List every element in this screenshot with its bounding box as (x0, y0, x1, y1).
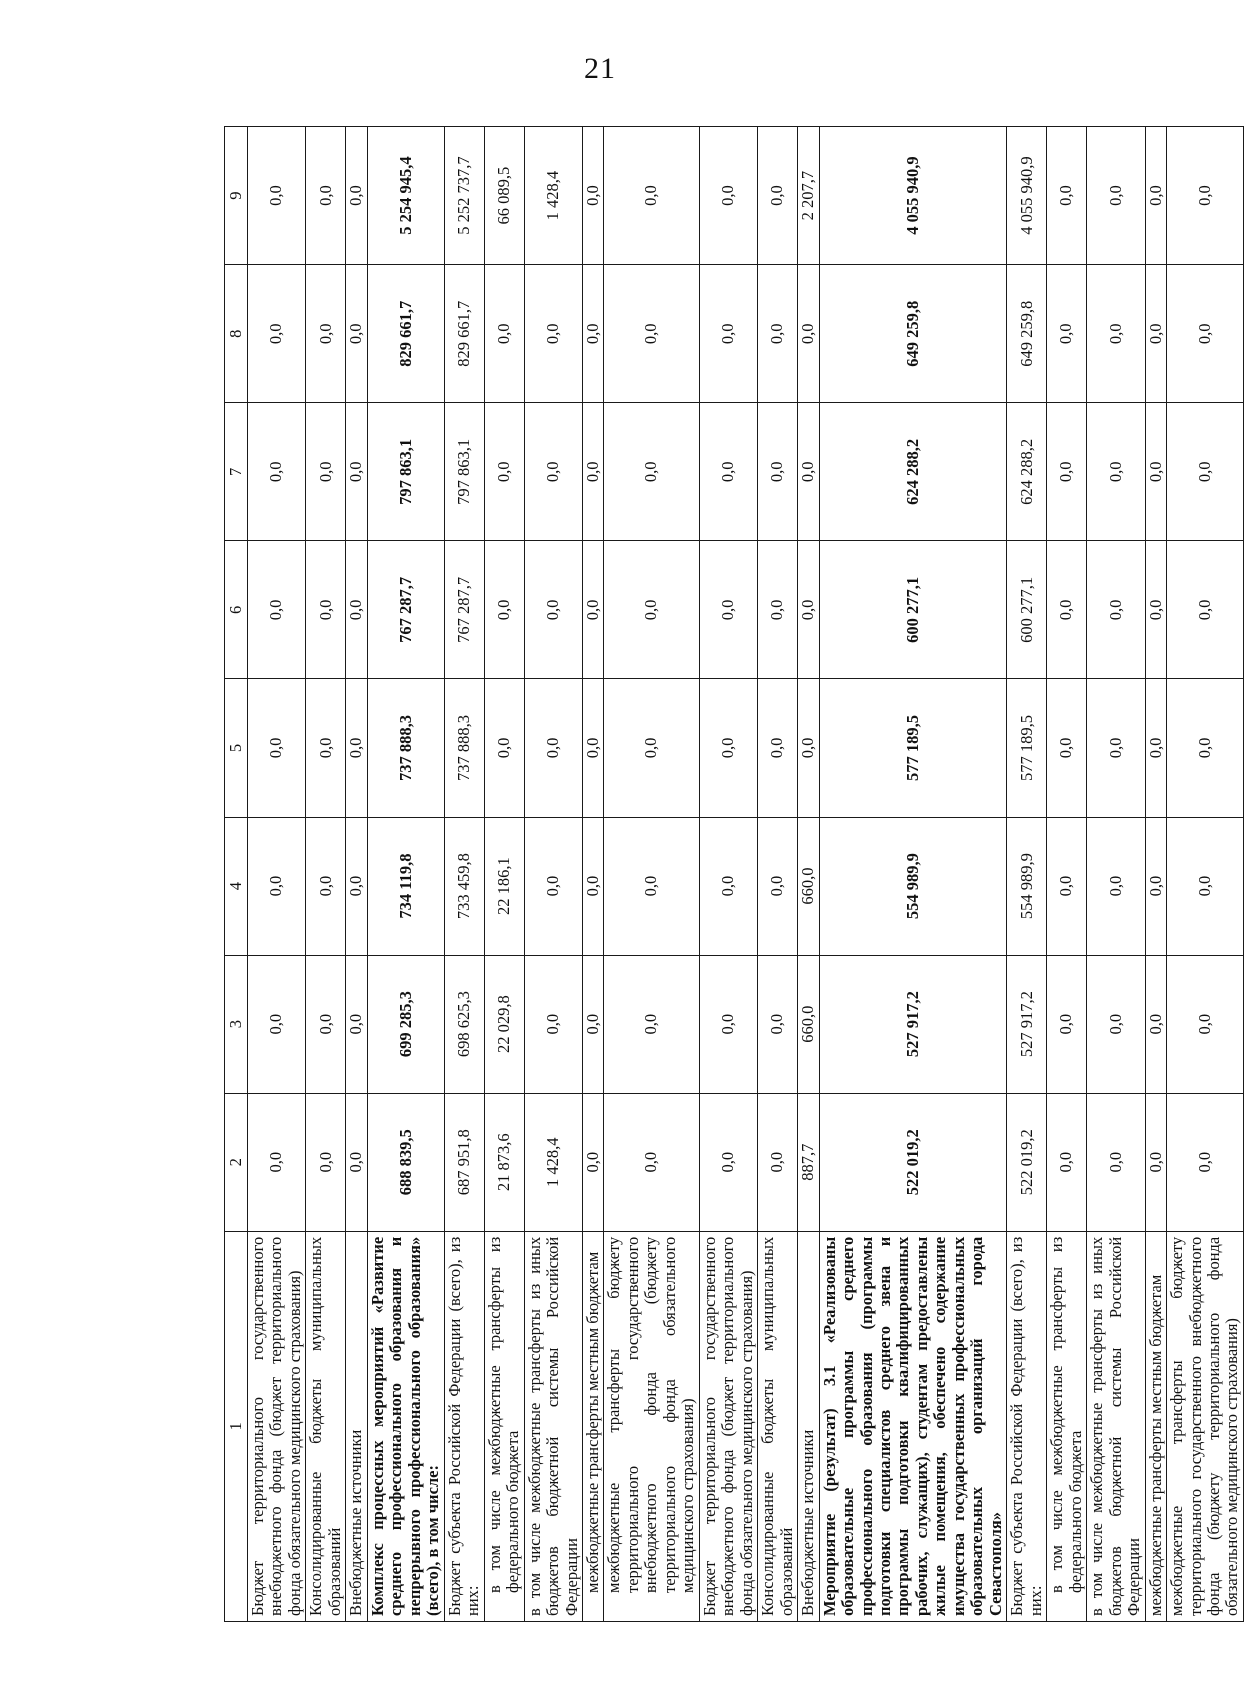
row-value-col-7: 0,0 (484, 403, 524, 541)
row-value-col-8: 0,0 (524, 265, 582, 403)
row-value-col-9: 0,0 (604, 127, 699, 265)
table-row (1167, 127, 1244, 1622)
budget-table (224, 126, 1244, 1622)
row-value-col-9: 0,0 (699, 127, 757, 265)
table-row (819, 127, 1007, 1622)
row-value-col-7: 0,0 (248, 403, 306, 541)
row-value-col-6: 0,0 (798, 541, 819, 679)
row-value-col-3: 0,0 (1145, 955, 1166, 1093)
row-value-col-3: 0,0 (604, 955, 699, 1093)
row-label: Комплекс процессных мероприятий «Развитие среднего профессионального образования и непрерывного профессионального образования» (всего), в том числе: (367, 1231, 444, 1621)
row-value-col-2: 0,0 (1145, 1093, 1166, 1231)
row-value-col-6: 0,0 (1145, 541, 1166, 679)
table-row (582, 127, 603, 1622)
row-value-col-3: 0,0 (699, 955, 757, 1093)
row-value-col-5: 0,0 (699, 679, 757, 817)
table-row (367, 127, 444, 1622)
row-value-col-5: 0,0 (1167, 679, 1244, 817)
header-col-5: 5 (225, 679, 248, 817)
rotated-table-container (224, 126, 1242, 1622)
row-value-col-4: 0,0 (306, 817, 346, 955)
row-value-col-9: 1 428,4 (524, 127, 582, 265)
table-row (306, 127, 346, 1622)
row-value-col-4: 0,0 (1087, 817, 1145, 955)
row-value-col-4: 0,0 (524, 817, 582, 955)
row-label: в том числе межбюджетные трансферты из иных бюджетов бюджетной системы Российской Федерации (1087, 1231, 1145, 1621)
row-value-col-4: 733 459,8 (444, 817, 484, 955)
row-value-col-7: 624 288,2 (1007, 403, 1047, 541)
table-body (248, 127, 1244, 1622)
row-value-col-5: 0,0 (604, 679, 699, 817)
row-value-col-4: 0,0 (758, 817, 798, 955)
row-value-col-7: 0,0 (524, 403, 582, 541)
row-value-col-3: 527 917,2 (1007, 955, 1047, 1093)
row-value-col-8: 0,0 (484, 265, 524, 403)
row-label: межбюджетные трансферты местным бюджетам (1145, 1231, 1166, 1621)
row-value-col-5: 0,0 (798, 679, 819, 817)
row-value-col-4: 22 186,1 (484, 817, 524, 955)
header-col-6: 6 (225, 541, 248, 679)
header-col-2: 2 (225, 1093, 248, 1231)
row-value-col-7: 797 863,1 (444, 403, 484, 541)
row-value-col-7: 0,0 (798, 403, 819, 541)
row-value-col-8: 0,0 (1145, 265, 1166, 403)
row-value-col-5: 0,0 (484, 679, 524, 817)
row-value-col-9: 5 252 737,7 (444, 127, 484, 265)
row-value-col-8: 0,0 (1047, 265, 1087, 403)
row-label: Консолидированные бюджеты муниципальных образований (306, 1231, 346, 1621)
row-value-col-2: 0,0 (1047, 1093, 1087, 1231)
row-value-col-9: 0,0 (1167, 127, 1244, 265)
row-value-col-7: 0,0 (582, 403, 603, 541)
row-value-col-2: 0,0 (306, 1093, 346, 1231)
row-value-col-4: 734 119,8 (367, 817, 444, 955)
row-value-col-7: 624 288,2 (819, 403, 1007, 541)
row-value-col-7: 0,0 (1145, 403, 1166, 541)
row-value-col-5: 0,0 (306, 679, 346, 817)
table-row (758, 127, 798, 1622)
table-row (1087, 127, 1145, 1622)
row-value-col-5: 577 189,5 (1007, 679, 1047, 817)
row-value-col-5: 0,0 (758, 679, 798, 817)
row-value-col-4: 0,0 (699, 817, 757, 955)
row-value-col-2: 522 019,2 (819, 1093, 1007, 1231)
row-label: в том числе межбюджетные трансферты из иных бюджетов бюджетной системы Российской Федерации (524, 1231, 582, 1621)
row-value-col-5: 0,0 (582, 679, 603, 817)
table-row (248, 127, 306, 1622)
row-label: межбюджетные трансферты местным бюджетам (582, 1231, 603, 1621)
row-value-col-7: 797 863,1 (367, 403, 444, 541)
row-value-col-7: 0,0 (1087, 403, 1145, 541)
row-value-col-2: 522 019,2 (1007, 1093, 1047, 1231)
row-value-col-3: 660,0 (798, 955, 819, 1093)
row-value-col-4: 0,0 (582, 817, 603, 955)
row-value-col-9: 0,0 (346, 127, 367, 265)
row-value-col-7: 0,0 (1167, 403, 1244, 541)
row-value-col-4: 554 989,9 (819, 817, 1007, 955)
header-col-7: 7 (225, 403, 248, 541)
table-row (444, 127, 484, 1622)
row-value-col-2: 1 428,4 (524, 1093, 582, 1231)
row-value-col-9: 0,0 (758, 127, 798, 265)
table-row (798, 127, 819, 1622)
table-row (604, 127, 699, 1622)
row-value-col-6: 0,0 (699, 541, 757, 679)
header-col-3: 3 (225, 955, 248, 1093)
row-value-col-6: 767 287,7 (444, 541, 484, 679)
row-value-col-9: 2 207,7 (798, 127, 819, 265)
row-value-col-8: 0,0 (1167, 265, 1244, 403)
page-number: 21 (584, 52, 616, 85)
row-value-col-7: 0,0 (306, 403, 346, 541)
row-value-col-8: 0,0 (798, 265, 819, 403)
row-value-col-2: 0,0 (1167, 1093, 1244, 1231)
table-row (1145, 127, 1166, 1622)
row-value-col-3: 698 625,3 (444, 955, 484, 1093)
table-row (484, 127, 524, 1622)
row-value-col-8: 829 661,7 (367, 265, 444, 403)
row-value-col-2: 0,0 (758, 1093, 798, 1231)
row-value-col-3: 0,0 (582, 955, 603, 1093)
row-value-col-6: 0,0 (604, 541, 699, 679)
row-label: Бюджет субъекта Российской Федерации (всего), из них: (444, 1231, 484, 1621)
row-label: Бюджет территориального государственного внебюджетного фонда (бюджет территориального фонда обязательного медицинского страхования) (699, 1231, 757, 1621)
row-value-col-8: 0,0 (346, 265, 367, 403)
row-label: Бюджет субъекта Российской Федерации (всего), из них: (1007, 1231, 1047, 1621)
row-value-col-3: 0,0 (758, 955, 798, 1093)
row-value-col-4: 0,0 (248, 817, 306, 955)
row-label: межбюджетные трансферты бюджету территориального государственного внебюджетного фонда (бюджету территориального фонда обязательного медицинского страхования) (604, 1231, 699, 1621)
row-value-col-6: 0,0 (248, 541, 306, 679)
row-value-col-5: 0,0 (248, 679, 306, 817)
row-value-col-3: 0,0 (524, 955, 582, 1093)
row-label: в том числе межбюджетные трансферты из федерального бюджета (484, 1231, 524, 1621)
header-col-8: 8 (225, 265, 248, 403)
row-value-col-8: 0,0 (604, 265, 699, 403)
header-col-4: 4 (225, 817, 248, 955)
row-label: Консолидированные бюджеты муниципальных образований (758, 1231, 798, 1621)
row-value-col-2: 887,7 (798, 1093, 819, 1231)
row-value-col-9: 66 089,5 (484, 127, 524, 265)
row-value-col-6: 0,0 (758, 541, 798, 679)
row-value-col-7: 0,0 (604, 403, 699, 541)
table-row (1047, 127, 1087, 1622)
row-value-col-7: 0,0 (758, 403, 798, 541)
header-col-1: 1 (225, 1231, 248, 1621)
row-value-col-9: 4 055 940,9 (1007, 127, 1047, 265)
row-value-col-8: 0,0 (758, 265, 798, 403)
row-value-col-5: 737 888,3 (444, 679, 484, 817)
row-value-col-5: 0,0 (1145, 679, 1166, 817)
row-value-col-6: 767 287,7 (367, 541, 444, 679)
row-value-col-6: 0,0 (524, 541, 582, 679)
row-value-col-2: 0,0 (582, 1093, 603, 1231)
row-value-col-4: 0,0 (604, 817, 699, 955)
row-label: в том числе межбюджетные трансферты из федерального бюджета (1047, 1231, 1087, 1621)
table-row (1007, 127, 1047, 1622)
row-value-col-6: 0,0 (484, 541, 524, 679)
row-value-col-8: 829 661,7 (444, 265, 484, 403)
header-col-9: 9 (225, 127, 248, 265)
row-value-col-8: 649 259,8 (1007, 265, 1047, 403)
row-value-col-6: 0,0 (1047, 541, 1087, 679)
row-value-col-3: 0,0 (346, 955, 367, 1093)
row-label: Внебюджетные источники (346, 1231, 367, 1621)
row-value-col-3: 0,0 (306, 955, 346, 1093)
row-value-col-5: 0,0 (1047, 679, 1087, 817)
row-value-col-3: 0,0 (1087, 955, 1145, 1093)
row-value-col-8: 0,0 (699, 265, 757, 403)
row-value-col-4: 660,0 (798, 817, 819, 955)
row-value-col-6: 0,0 (582, 541, 603, 679)
row-value-col-6: 600 277,1 (1007, 541, 1047, 679)
row-value-col-6: 0,0 (1167, 541, 1244, 679)
row-value-col-7: 0,0 (346, 403, 367, 541)
row-value-col-9: 0,0 (1145, 127, 1166, 265)
row-value-col-2: 0,0 (346, 1093, 367, 1231)
row-value-col-5: 577 189,5 (819, 679, 1007, 817)
row-value-col-2: 0,0 (604, 1093, 699, 1231)
table-header-row (225, 127, 248, 1622)
row-value-col-2: 0,0 (248, 1093, 306, 1231)
row-value-col-4: 554 989,9 (1007, 817, 1047, 955)
row-value-col-6: 0,0 (306, 541, 346, 679)
table-row (699, 127, 757, 1622)
row-value-col-7: 0,0 (1047, 403, 1087, 541)
row-value-col-4: 0,0 (1167, 817, 1244, 955)
table-row (524, 127, 582, 1622)
row-value-col-3: 0,0 (248, 955, 306, 1093)
row-label: Мероприятие (результат) 3.1 «Реализованы образовательные программы среднего профессионального образования (программы подготовки специалистов среднего звена и программы подготовки квалифицированных рабочих, служащих), студентам предоставлены жилые помещения, обеспечено содержание имущества государственных профессиональных образовательных организаций города Севастополя» (819, 1231, 1007, 1621)
row-value-col-4: 0,0 (346, 817, 367, 955)
row-value-col-8: 649 259,8 (819, 265, 1007, 403)
row-value-col-6: 0,0 (346, 541, 367, 679)
row-value-col-3: 0,0 (1047, 955, 1087, 1093)
row-value-col-8: 0,0 (1087, 265, 1145, 403)
row-value-col-6: 600 277,1 (819, 541, 1007, 679)
row-value-col-7: 0,0 (699, 403, 757, 541)
row-label: Внебюджетные источники (798, 1231, 819, 1621)
row-label: Бюджет территориального государственного внебюджетного фонда (бюджет территориального фонда обязательного медицинского страхования) (248, 1231, 306, 1621)
row-value-col-8: 0,0 (306, 265, 346, 403)
row-value-col-5: 0,0 (346, 679, 367, 817)
row-value-col-9: 0,0 (306, 127, 346, 265)
row-value-col-9: 0,0 (248, 127, 306, 265)
row-value-col-5: 0,0 (524, 679, 582, 817)
row-value-col-3: 22 029,8 (484, 955, 524, 1093)
row-value-col-6: 0,0 (1087, 541, 1145, 679)
row-value-col-2: 688 839,5 (367, 1093, 444, 1231)
row-value-col-2: 0,0 (1087, 1093, 1145, 1231)
row-value-col-9: 0,0 (1047, 127, 1087, 265)
row-value-col-5: 0,0 (1087, 679, 1145, 817)
row-value-col-3: 0,0 (1167, 955, 1244, 1093)
row-value-col-2: 21 873,6 (484, 1093, 524, 1231)
row-value-col-9: 0,0 (582, 127, 603, 265)
row-value-col-4: 0,0 (1047, 817, 1087, 955)
row-value-col-5: 737 888,3 (367, 679, 444, 817)
row-value-col-9: 5 254 945,4 (367, 127, 444, 265)
row-value-col-4: 0,0 (1145, 817, 1166, 955)
row-value-col-8: 0,0 (582, 265, 603, 403)
row-value-col-3: 699 285,3 (367, 955, 444, 1093)
row-value-col-8: 0,0 (248, 265, 306, 403)
row-value-col-9: 4 055 940,9 (819, 127, 1007, 265)
row-label: межбюджетные трансферты бюджету территориального государственного внебюджетного фонда (бюджету территориального фонда обязательного медицинского страхования) (1167, 1231, 1244, 1621)
row-value-col-9: 0,0 (1087, 127, 1145, 265)
row-value-col-3: 527 917,2 (819, 955, 1007, 1093)
row-value-col-2: 0,0 (699, 1093, 757, 1231)
row-value-col-2: 687 951,8 (444, 1093, 484, 1231)
table-row (346, 127, 367, 1622)
